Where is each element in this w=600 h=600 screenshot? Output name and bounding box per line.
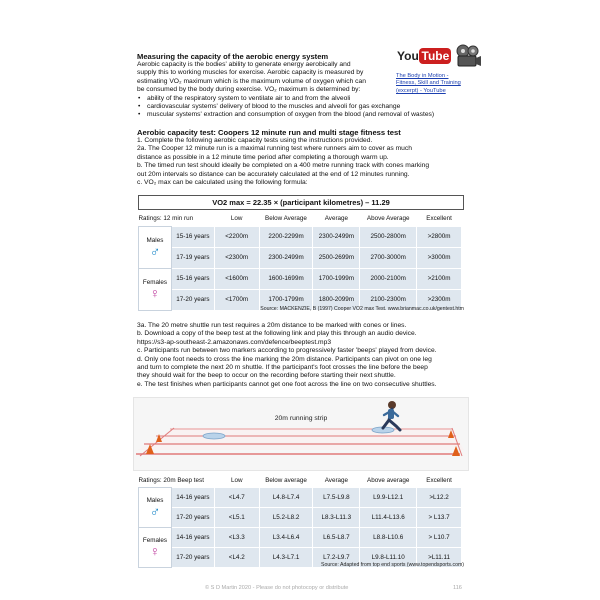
video-link-box — [396, 46, 496, 95]
gender-label: Males — [146, 496, 164, 504]
page-number: 116 — [453, 585, 462, 591]
table-row — [139, 268, 462, 289]
table-cell: <L4.7 — [214, 487, 259, 507]
table-cell: L4.3-L7.1 — [259, 547, 313, 567]
list-item: • ability of the respiratory system to ventilate air to and from the alveoli — [147, 95, 387, 103]
paragraph-line: c. VO₂ max can be calculated using the following formula: — [137, 179, 308, 187]
table-cell: <1700m — [214, 289, 259, 310]
marker-disc — [203, 433, 225, 439]
age-cell: 17-20 years — [171, 507, 214, 527]
table-cell: >2100m — [417, 268, 462, 289]
table-cell: 1800-2099m — [313, 289, 360, 310]
cooper-source: Source: MACKENZIE, B (1997) Cooper VO2 max Test. www.brianmac.co.uk/gentest.htm — [260, 306, 464, 312]
column-header: Low — [214, 212, 259, 226]
table-cell: 2300-2499m — [259, 247, 313, 268]
age-cell: 14-16 years — [171, 527, 214, 547]
list-item: • muscular systems' extraction and consumption of oxygen from the blood (and removal of wastes) — [147, 111, 387, 119]
table-cell: >3000m — [417, 247, 462, 268]
paragraph-line: Aerobic capacity is the bodies' ability to generate energy aerobically and — [137, 61, 351, 68]
table-row — [139, 527, 462, 547]
table-cell: >L12.2 — [417, 487, 462, 507]
gender-cell-males — [139, 487, 172, 527]
column-header: Below average — [259, 474, 313, 487]
age-cell: 15-16 years — [171, 268, 214, 289]
table-cell: <L4.2 — [214, 547, 259, 567]
table-cell: >L11.11 — [417, 547, 462, 567]
paragraph-line: supply this to working muscles for exercise. Aerobic capacity is measured by — [137, 69, 364, 77]
paragraph-line: be consumed by the body during exercise. VO₂ maximum is determined by: — [137, 86, 361, 94]
gender-label: Females — [142, 278, 168, 286]
gender-label: Males — [146, 236, 164, 244]
column-header: Above average — [360, 474, 417, 487]
paragraph-line: b. The timed run test should ideally be completed on a 400 metre running track with cones marking — [137, 162, 430, 170]
gender-cell-females — [139, 527, 172, 567]
table-cell: >2300m — [417, 289, 462, 310]
table-cell: L8.8-L10.6 — [360, 527, 417, 547]
section-cooper-test — [137, 128, 467, 187]
paragraph-line: e. The test finishes when participants cannot get one foot across the line on two consecutive shuttles. — [137, 380, 437, 388]
table-cell: L3.4-L6.4 — [259, 527, 313, 547]
table-cell: 2700-3000m — [360, 247, 417, 268]
male-symbol-icon: ♂ — [149, 242, 161, 259]
age-cell: 14-16 years — [171, 487, 214, 507]
table-row — [139, 487, 462, 507]
table-cell: 1600-1699m — [259, 268, 313, 289]
table-cell: 2200-2299m — [259, 226, 313, 247]
vo2-formula: VO2 max = 22.35 × (participant kilometres) – 11.29 — [138, 195, 464, 210]
table-cell: > L13.7 — [417, 507, 462, 527]
paragraph-line: out 20m intervals so distance can be accurately calculated at the end of 12 minutes running. — [137, 170, 410, 178]
youtube-logo-you: You — [397, 49, 419, 63]
table-row — [139, 226, 462, 247]
list-item: • cardiovascular systems' delivery of blood to the muscles and alveoli for gas exchange — [147, 103, 387, 111]
table-cell: L5.2-L8.2 — [259, 507, 313, 527]
section-title: Measuring the capacity of the aerobic energy system — [137, 52, 329, 61]
gender-label: Females — [142, 536, 168, 544]
paragraph-line: and turn to complete the next 20 m shuttle. If the participant's foot crosses the line before the beep — [137, 364, 428, 372]
paragraph-line: b. Download a copy of the beep test at the following link and play this through an audio device. — [137, 330, 417, 338]
table-cell: L7.5-L9.8 — [313, 487, 360, 507]
paragraph-line: distance as possible in a 12 minute time period after completing a thorough warm up. — [137, 153, 389, 161]
beep-test-link[interactable]: https://s3-ap-southeast-2.amazonaws.com/defence/beeptest.mp3 — [137, 338, 332, 346]
table-cell: >2800m — [417, 226, 462, 247]
table-cell: <L5.1 — [214, 507, 259, 527]
paragraph-line: 3a. The 20 metre shuttle run test requires a 20m distance to be marked with cones or lines. — [137, 322, 407, 329]
age-cell: 15-16 years — [171, 226, 214, 247]
table-cell: <2200m — [214, 226, 259, 247]
age-cell: 17-20 years — [171, 289, 214, 310]
table-cell: <2300m — [214, 247, 259, 268]
table-row — [139, 247, 462, 268]
age-cell: 17-20 years — [171, 547, 214, 567]
table-cell: 2300-2499m — [313, 226, 360, 247]
column-header: Average — [313, 212, 360, 226]
video-link[interactable] — [396, 73, 496, 95]
ratings-label: Ratings: 20m Beep test — [139, 474, 215, 487]
paragraph-line: d. Only one foot needs to cross the line marking the 20m distance. Participants can pivot on one leg — [137, 355, 432, 363]
table-cell: 2100-2300m — [360, 289, 417, 310]
column-header: Below Average — [259, 212, 313, 226]
film-camera-icon — [454, 44, 482, 70]
gender-cell-males — [139, 226, 172, 268]
table-cell: L9.9-L12.1 — [360, 487, 417, 507]
video-link-line[interactable]: Fitness, Skill and Training — [396, 80, 461, 87]
table-cell: L8.3-L11.3 — [313, 507, 360, 527]
table-cell: <L3.3 — [214, 527, 259, 547]
paragraph-line: c. Participants run between two markers according to progressively faster 'beeps' played from device. — [137, 347, 437, 355]
intro-paragraph — [137, 61, 387, 95]
table-cell: L9.8-L11.10 — [360, 547, 417, 567]
table-cell: L7.2-L9.7 — [313, 547, 360, 567]
gender-cell-females — [139, 268, 172, 310]
table-cell: 2500-2800m — [360, 226, 417, 247]
paragraph-line: they should wait for the beep to occur on the recording before starting their next shuttle. — [137, 372, 396, 380]
table-cell: 1700-1999m — [313, 268, 360, 289]
youtube-logo[interactable] — [396, 46, 452, 66]
table-cell: 2000-2100m — [360, 268, 417, 289]
instructions-paragraph — [137, 137, 467, 187]
beep-source: Source: Adapted from top end sports (www.topendsports.com) — [320, 562, 464, 568]
column-header: Above Average — [360, 212, 417, 226]
column-header: Excellent — [417, 474, 462, 487]
age-cell: 17-19 years — [171, 247, 214, 268]
determinants-list — [137, 94, 435, 120]
table-row — [139, 507, 462, 527]
column-header: Low — [214, 474, 259, 487]
video-link-line[interactable]: The Body in Motion - — [396, 73, 449, 79]
female-symbol-icon: ♀ — [149, 542, 161, 559]
column-header: Excellent — [417, 212, 462, 226]
cooper-ratings-table — [138, 212, 462, 311]
paragraph-line: 1. Complete the following aerobic capacity tests using the instructions provided. — [137, 137, 373, 144]
table-cell: L11.4-L13.6 — [360, 507, 417, 527]
youtube-logo-tube: Tube — [421, 49, 450, 63]
beep-ratings-table — [138, 474, 462, 568]
table-cell: 2500-2699m — [313, 247, 360, 268]
table-cell: L4.8-L7.4 — [259, 487, 313, 507]
table-cell: > L10.7 — [417, 527, 462, 547]
table-cell: <1600m — [214, 268, 259, 289]
male-symbol-icon: ♂ — [149, 502, 161, 519]
paragraph-line: 2a. The Cooper 12 minute run is a maximal running test where runners aim to cover as much — [137, 145, 412, 153]
footer-copyright: © S D Martin 2020 - Please do not photocopy or distribute — [205, 585, 349, 591]
running-strip-illustration — [133, 397, 469, 471]
section-title: Aerobic capacity test: Coopers 12 minute run and multi stage fitness test — [137, 128, 401, 137]
runner-figure — [383, 401, 400, 430]
strip-label: 20m running strip — [274, 415, 328, 422]
table-cell: L6.5-L8.7 — [313, 527, 360, 547]
table-cell: 1700-1799m — [259, 289, 313, 310]
ratings-label: Ratings: 12 min run — [139, 212, 215, 226]
paragraph-line: estimating VO₂ maximum which is the maximum volume of oxygen which can — [137, 77, 366, 85]
column-header: Average — [313, 474, 360, 487]
video-link-line[interactable]: (excerpt) - YouTube — [396, 87, 446, 94]
section-beep-test — [137, 322, 472, 389]
female-symbol-icon: ♀ — [149, 284, 161, 301]
running-strip-drawing — [134, 398, 468, 470]
